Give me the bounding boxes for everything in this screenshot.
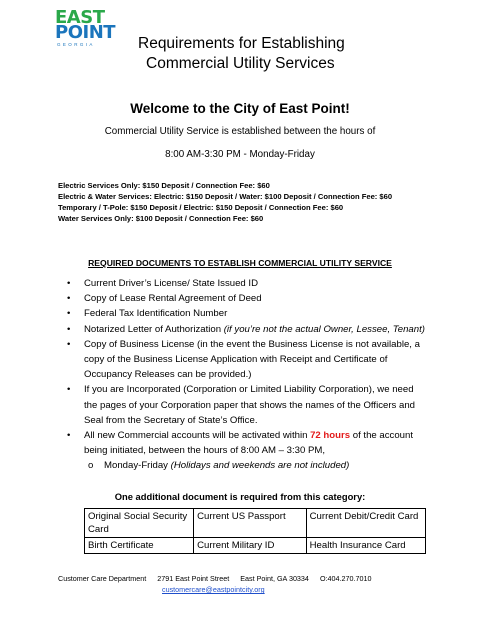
list-item: [67, 291, 429, 306]
additional-document-table: [84, 508, 426, 554]
fee-list: [58, 180, 392, 224]
doc-drivers-license: Current Driver’s License/ State Issued ID: [84, 278, 259, 289]
welcome-heading: Welcome to the City of East Point!: [130, 101, 350, 116]
bullet-icon: •: [67, 278, 71, 289]
doc-notarized-letter-note: (if you’re not the actual Owner, Lessee, Tenant): [223, 323, 425, 335]
list-item: [67, 322, 429, 337]
list-item: [67, 276, 429, 291]
footer-department: Customer Care Department: [58, 574, 147, 583]
east-point-logo: [55, 7, 117, 47]
table-row: [85, 538, 426, 554]
activation-sub-item: [88, 458, 429, 473]
sub-bullet-icon: o: [88, 460, 94, 472]
doc-business-license: Copy of Business License (in the event the Business License is not available, a copy of the Business License Application with Receipt and Certificate of Occupancy Releases can be provided.): [84, 338, 420, 381]
list-item: [67, 382, 429, 428]
bullet-icon: •: [67, 430, 71, 442]
bullet-icon: •: [67, 308, 71, 320]
title-line-2: Commercial Utility Services: [146, 55, 335, 72]
activation-text-after: of the account being initiated, between the hours of 8:00 AM – 3:30 PM,: [84, 430, 414, 457]
activation-days: Monday-Friday: [104, 460, 171, 472]
table-cell: Current Military ID: [194, 538, 307, 554]
doc-federal-tax-id: Federal Tax Identification Number: [84, 308, 228, 320]
activation-days-note: (Holidays and weekends are not included): [170, 460, 350, 472]
fee-electric-water: Electric & Water Services: Electric: $150 Deposit / Water: $100 Deposit / Connection Fee: $60: [58, 192, 393, 201]
table-cell: Current Debit/Credit Card: [306, 509, 425, 538]
activation-text-before: All new Commercial accounts will be activated within: [84, 430, 311, 442]
logo-line-east: EAST: [55, 7, 105, 28]
title-line-1: Requirements for Establishing: [138, 35, 345, 52]
doc-lease-agreement: Copy of Lease Rental Agreement of Deed: [84, 293, 262, 305]
logo-line-georgia: GEORGIA: [57, 42, 95, 47]
bullet-icon: •: [67, 323, 71, 335]
footer-city: East Point, GA 30334: [240, 574, 309, 583]
footer-contact-row: [58, 574, 478, 583]
bullet-icon: •: [67, 338, 71, 350]
fee-electric-only: Electric Services Only: $150 Deposit / Connection Fee: $60: [58, 181, 270, 190]
table-row: [85, 509, 426, 538]
table-cell: Birth Certificate: [85, 538, 194, 554]
additional-document-heading: One additional document is required from this category:: [114, 491, 366, 502]
bullet-icon: •: [67, 384, 71, 396]
list-item: [67, 306, 429, 321]
page-title: [138, 34, 438, 74]
list-item: [67, 337, 429, 383]
activation-hours-highlight: 72 hours: [310, 430, 351, 442]
required-documents-list: [67, 276, 429, 474]
hours-text-line-2: 8:00 AM-3:30 PM - Monday-Friday: [165, 149, 315, 160]
doc-notarized-letter: Notarized Letter of Authorization: [84, 323, 224, 335]
required-documents-heading: REQUIRED DOCUMENTS TO ESTABLISH COMMERCIAL UTILITY SERVICE: [88, 258, 392, 268]
table-cell: Current US Passport: [194, 509, 307, 538]
hours-text-line-1: Commercial Utility Service is established between the hours of: [104, 126, 376, 137]
fee-temporary: Temporary / T-Pole: $150 Deposit / Electric: $150 Deposit / Connection Fee: $60: [58, 203, 344, 212]
footer-street: 2791 East Point Street: [157, 574, 230, 583]
fee-water-only: Water Services Only: $100 Deposit / Connection Fee: $60: [58, 214, 264, 223]
doc-incorporation-papers: If you are Incorporated (Corporation or Limited Liability Corporation), we need the pages of your Corporation paper that shows the names of the Officers and Seal from the Secretary of State’s Office.: [84, 384, 416, 426]
footer: [58, 574, 478, 594]
bullet-icon: •: [67, 293, 71, 305]
footer-email-link[interactable]: customercare@eastpointcity.org: [162, 585, 265, 594]
table-cell: Health Insurance Card: [306, 538, 425, 554]
list-item: [67, 428, 429, 474]
logo-line-point: POINT: [55, 22, 116, 43]
footer-phone: O:404.270.7010: [319, 574, 372, 583]
table-cell: Original Social Security Card: [85, 509, 194, 538]
